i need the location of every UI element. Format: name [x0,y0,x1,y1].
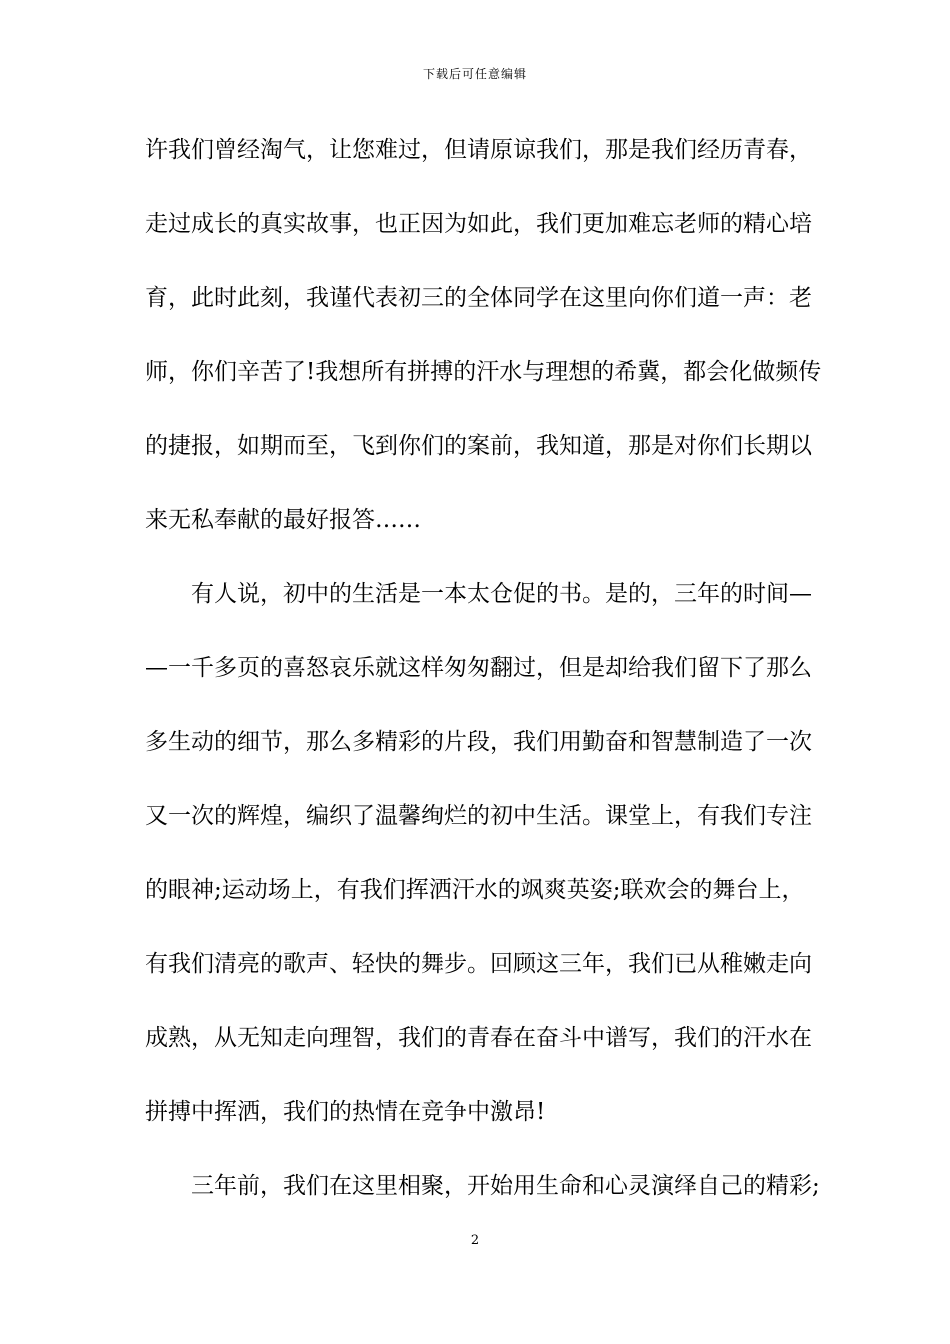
paragraph-start-line: 有人说，初中的生活是一本太仓促的书。是的，三年的时间— [191,581,812,607]
text-line: 又一次的辉煌，编织了温馨绚烂的初中生活。课堂上，有我们专注 [145,803,812,829]
text-line: 的捷报，如期而至，飞到你们的案前，我知道，那是对你们长期以 [145,433,812,459]
text-line: 走过成长的真实故事，也正因为如此，我们更加难忘老师的精心培 [145,211,812,237]
text-line: 多生动的细节，那么多精彩的片段，我们用勤奋和智慧制造了一次 [145,729,812,755]
text-line: —一千多页的喜怒哀乐就这样匆匆翻过，但是却给我们留下了那么 [145,655,812,681]
text-line: 拼搏中挥洒，我们的热情在竞争中激昂! [145,1099,546,1125]
text-line: 有我们清亮的歌声、轻快的舞步。回顾这三年，我们已从稚嫩走向 [145,951,812,977]
text-line: 育，此时此刻，我谨代表初三的全体同学在这里向你们道一声：老 [145,285,812,311]
text-line: 许我们曾经淘气，让您难过，但请原谅我们，那是我们经历青春， [145,137,812,163]
paragraph-start-line: 三年前，我们在这里相聚，开始用生命和心灵演绎自己的精彩; [191,1173,820,1199]
text-line: 师，你们辛苦了!我想所有拼搏的汗水与理想的希冀，都会化做频传 [145,359,822,385]
text-line: 的眼神;运动场上，有我们挥洒汗水的飒爽英姿;联欢会的舞台上， [145,877,805,903]
page-number: 2 [470,1233,480,1248]
page-header: 下载后可任意编辑 [422,67,527,81]
text-line: 来无私奉献的最好报答…… [145,507,421,533]
document-body [145,127,822,1237]
text-line: 成熟，从无知走向理智，我们的青春在奋斗中谱写，我们的汗水在 [145,1025,812,1051]
